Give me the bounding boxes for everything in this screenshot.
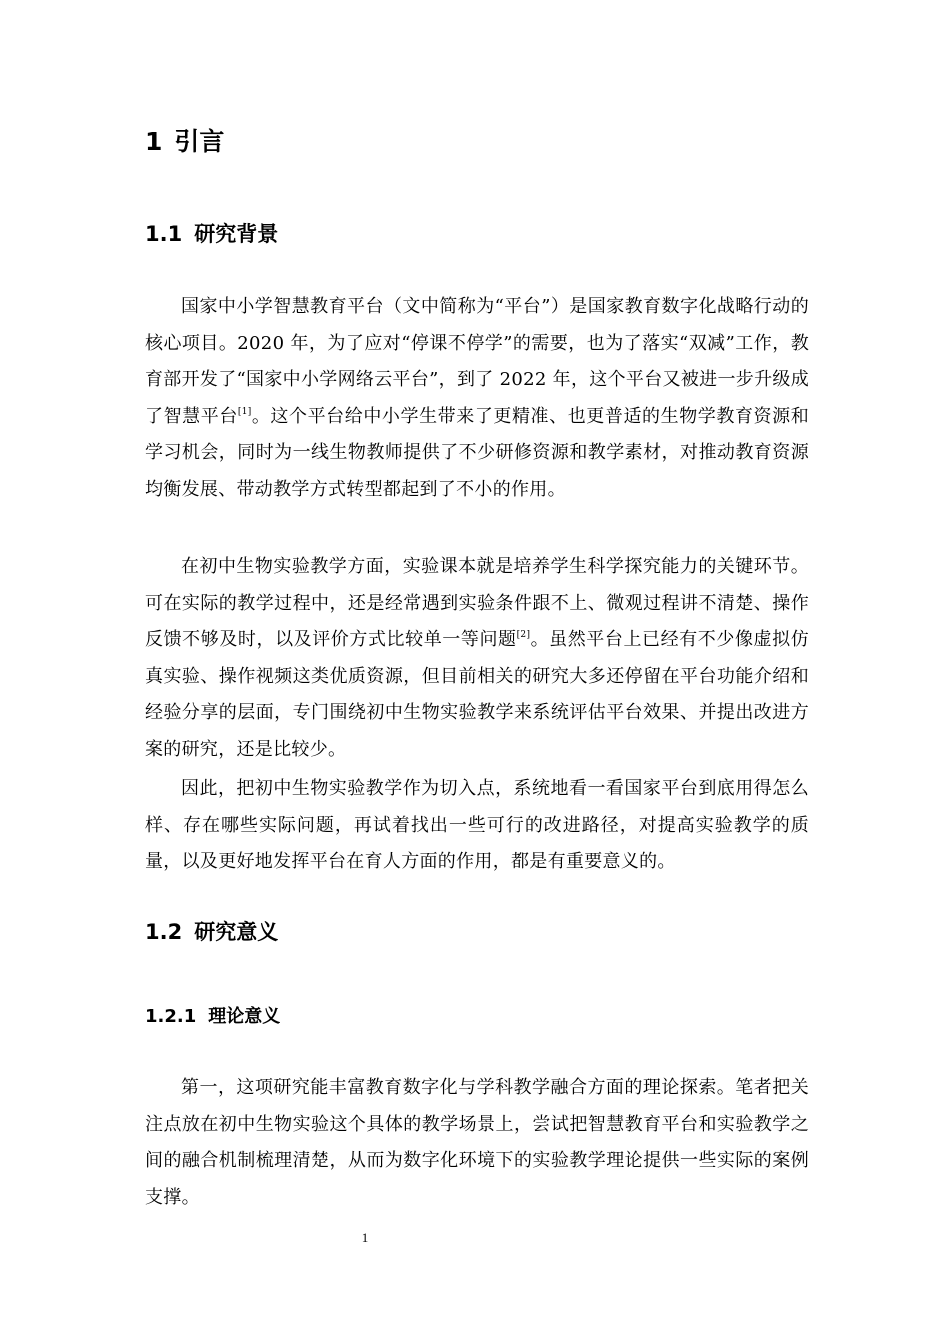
paragraph-background-3: 因此，把初中生物实验教学作为切入点，系统地看一看国家平台到底用得怎么样、存在哪些实际问题，再试着找出一些可行的改进路径，对提高实验教学的质量，以及更好地发挥平台在育人方面的作用，都是有重要意义的。	[145, 778, 809, 872]
paragraph-text: 。这个平台给中小学生带来了更精准、也更普适的生物学教育资源和学习机会，同时为一线生物教师提供了不少研修资源和教学素材，对推动教育资源均衡发展、带动教学方式转型都起到了不小的作用。	[145, 405, 809, 500]
section-title: 研究背景	[194, 222, 279, 246]
citation-ref: [2]	[516, 630, 531, 640]
chapter-title: 引言	[174, 127, 225, 156]
section-heading-1-2	[145, 916, 278, 948]
section-heading-1-1	[145, 218, 278, 250]
citation-ref: [1]	[237, 406, 252, 417]
paragraph-background-2	[145, 549, 809, 768]
section-number: 1.1	[145, 222, 183, 246]
paragraph-text: 在初中生物实验教学方面，实验课本就是培养学生科学探究能力的关键环节。可在实际的教学过程中，还是经常遇到实验条件跟不上、微观过程讲不清楚、操作反馈不够及时，以及评价方式比较单一等问题	[145, 556, 809, 650]
section-number: 1.2	[145, 920, 183, 944]
paragraph-theory-1: 第一，这项研究能丰富教育数字化与学科教学融合方面的理论探索。笔者把关注点放在初中生物实验这个具体的教学场景上，尝试把智慧教育平台和实验教学之间的融合机制梳理清楚，从而为数字化环境下的实验教学理论提供一些实际的案例支撑。	[145, 1077, 809, 1208]
chapter-heading	[145, 124, 224, 160]
page-number: 1	[361, 1230, 369, 1245]
chapter-number: 1	[145, 127, 163, 156]
paragraph-background-1	[145, 289, 809, 508]
subsection-title: 理论意义	[208, 1006, 281, 1027]
subsection-heading-1-2-1	[145, 1003, 280, 1031]
subsection-number: 1.2.1	[145, 1006, 197, 1027]
section-title: 研究意义	[194, 920, 279, 944]
paragraph-text: 国家中小学智慧教育平台（文中简称为“平台”）是国家教育数字化战略行动的核心项目。2020 年，为了应对“停课不停学”的需要，也为了落实“双减”工作，教育部开发了“国家中小学网络云平台”，到了 2022 年，这个平台又被进一步升级成了智慧平台	[145, 296, 809, 427]
paragraph-text: 。虽然平台上已经有不少像虚拟仿真实验、操作视频这类优质资源，但目前相关的研究大多还停留在平台功能介绍和经验分享的层面，专门围绕初中生物实验教学来系统评估平台效果、并提出改进方案的研究，还是比较少。	[145, 629, 809, 760]
